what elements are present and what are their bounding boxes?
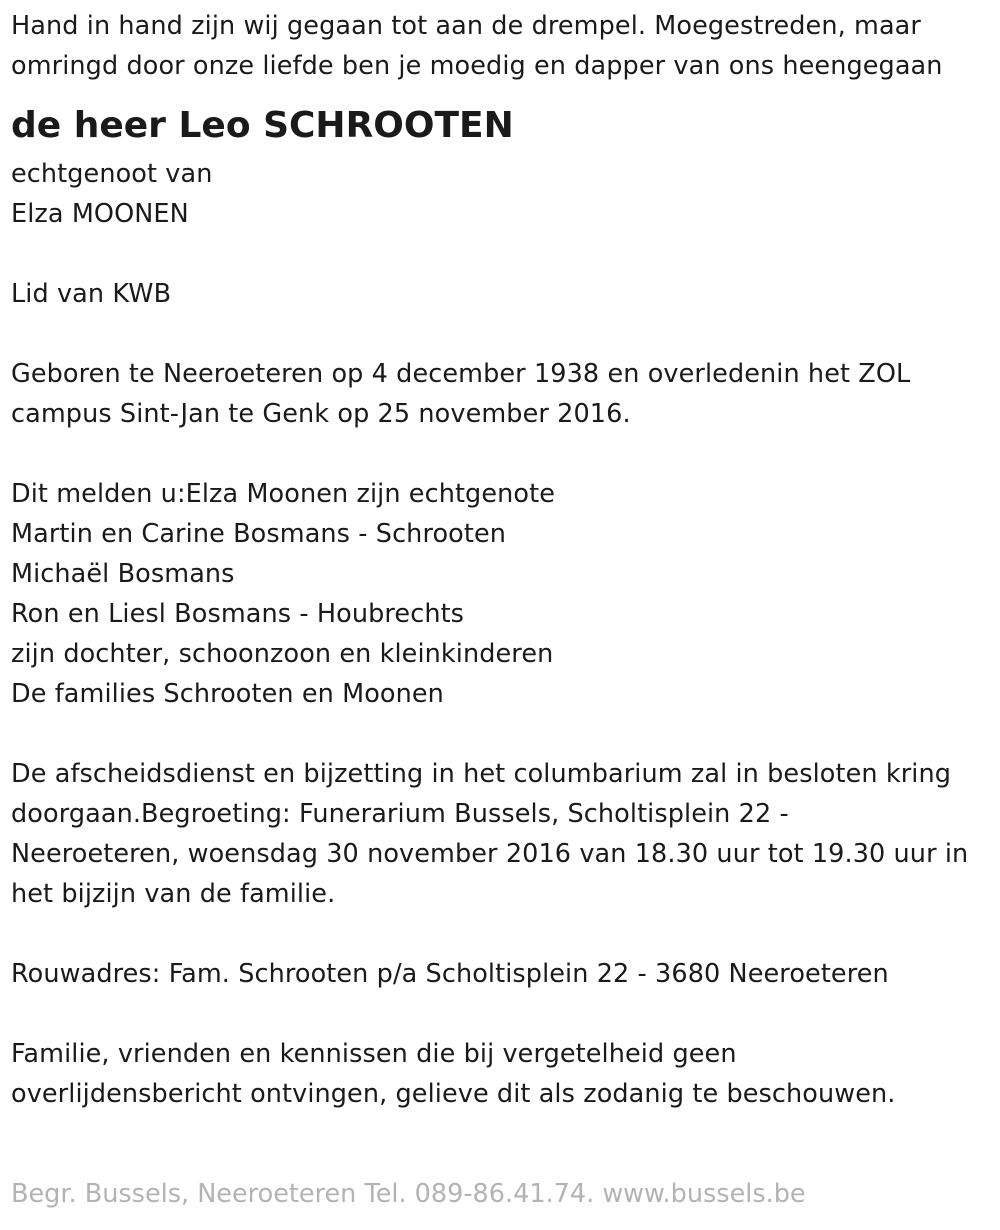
announcer-line: Ron en Liesl Bosmans - Houbrechts xyxy=(11,599,465,629)
intro-line-2: omringd door onze liefde ben je moedig en dapper van ons heengegaan xyxy=(11,51,943,81)
announcer-line: zijn dochter, schoonzoon en kleinkinderen xyxy=(11,639,554,669)
announcer-line: Dit melden u:Elza Moonen zijn echtgenote xyxy=(11,479,555,509)
service-line: De afscheidsdienst en bijzetting in het columbarium zal in besloten kring xyxy=(11,759,952,789)
mourning-address: Rouwadres: Fam. Schrooten p/a Scholtisplein 22 - 3680 Neeroeteren xyxy=(11,959,889,989)
announcer-line: Martin en Carine Bosmans - Schrooten xyxy=(11,519,507,549)
service-line: het bijzijn van de familie. xyxy=(11,879,336,909)
relation-text: echtgenoot van xyxy=(11,159,213,189)
announcer-line: Michaël Bosmans xyxy=(11,559,235,589)
announcer-line: De families Schrooten en Moonen xyxy=(11,679,444,709)
closing-line-2: overlijdensbericht ontvingen, gelieve dit als zodanig te beschouwen. xyxy=(11,1079,896,1109)
service-line: doorgaan.Begroeting: Funerarium Bussels, Scholtisplein 22 - xyxy=(11,799,789,829)
obituary-notice xyxy=(11,6,996,1114)
spouse-name: Elza MOONEN xyxy=(11,199,189,229)
service-line: Neeroeteren, woensdag 30 november 2016 van 18.30 uur tot 19.30 uur in xyxy=(11,839,969,869)
funeral-home-footer: Begr. Bussels, Neeroeteren Tel. 089-86.41.74. www.bussels.be xyxy=(11,1179,806,1209)
intro-line-1: Hand in hand zijn wij gegaan tot aan de drempel. Moegestreden, maar xyxy=(11,11,921,41)
membership-text: Lid van KWB xyxy=(11,279,172,309)
birth-death-line-1: Geboren te Neeroeteren op 4 december 1938 en overledenin het ZOL xyxy=(11,359,911,389)
closing-line-1: Familie, vrienden en kennissen die bij vergetelheid geen xyxy=(11,1039,737,1069)
birth-death-line-2: campus Sint-Jan te Genk op 25 november 2016. xyxy=(11,399,631,429)
deceased-name: de heer Leo SCHROOTEN xyxy=(11,105,514,146)
